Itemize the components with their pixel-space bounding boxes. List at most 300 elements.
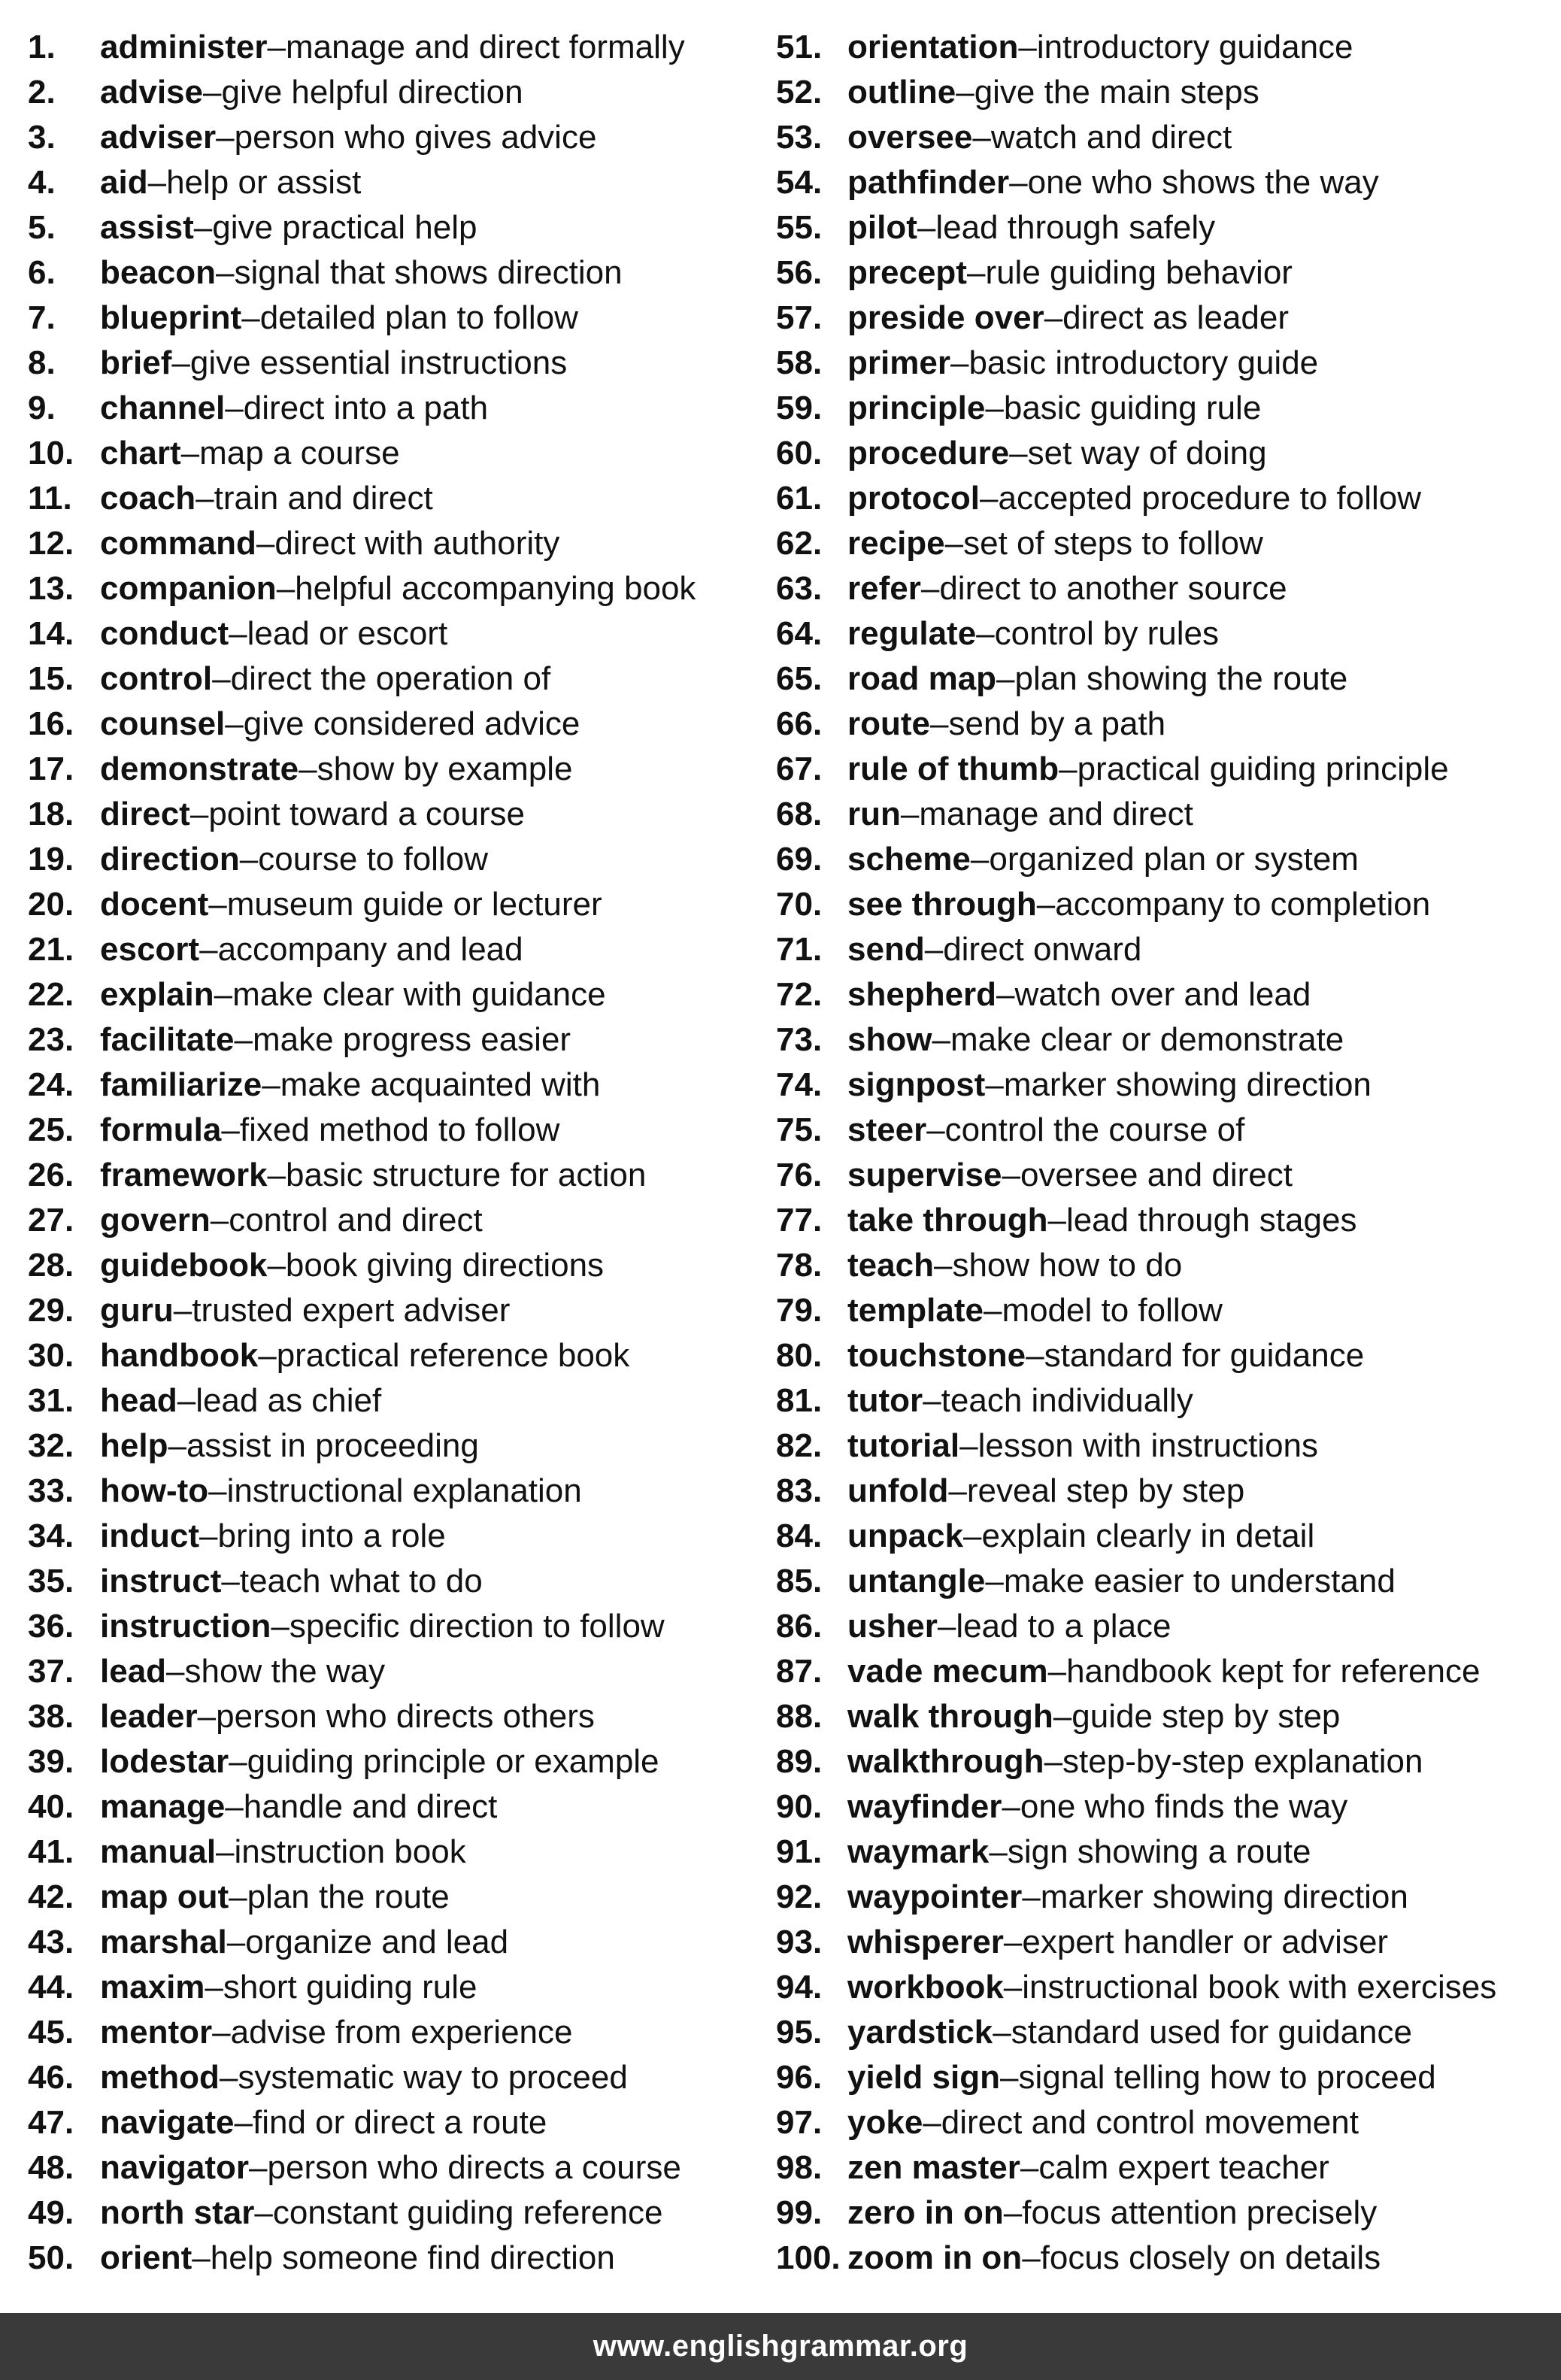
list-item <box>776 2145 1558 2191</box>
item-definition: helpful accompanying book <box>295 570 696 607</box>
item-definition: accepted procedure to follow <box>998 480 1422 517</box>
item-term: navigator <box>100 2149 250 2186</box>
item-separator: – <box>214 976 233 1013</box>
item-number: 98. <box>776 2149 823 2186</box>
item-term: yield sign <box>847 2059 1000 2096</box>
item-number: 57. <box>776 299 823 336</box>
item-term: yardstick <box>847 2014 993 2051</box>
item-separator: – <box>173 1292 192 1329</box>
item-definition: organized plan or system <box>989 841 1359 878</box>
footer-bar <box>0 2313 1561 2380</box>
item-separator: – <box>199 1517 218 1554</box>
list-item <box>776 882 1558 927</box>
left-column <box>28 25 772 2281</box>
item-definition: model to follow <box>1002 1292 1223 1329</box>
list-item <box>28 1017 772 1063</box>
list-item <box>28 476 772 521</box>
list-item <box>28 250 772 296</box>
item-number: 30. <box>28 1337 74 1374</box>
item-definition: make clear or demonstrate <box>950 1021 1344 1058</box>
item-term: conduct <box>100 615 229 652</box>
item-number: 28. <box>28 1247 74 1284</box>
item-number: 6. <box>28 254 56 291</box>
item-separator: – <box>966 254 986 291</box>
item-term: road map <box>847 660 997 697</box>
list-item <box>776 1243 1558 1288</box>
item-number: 81. <box>776 1382 823 1419</box>
item-separator: – <box>216 119 235 156</box>
item-number: 37. <box>28 1653 74 1690</box>
list-item <box>776 205 1558 250</box>
item-term: principle <box>847 390 986 426</box>
item-number: 95. <box>776 2014 823 2051</box>
item-separator: – <box>208 1472 227 1509</box>
item-number: 93. <box>776 1924 823 1960</box>
list-item <box>776 521 1558 566</box>
item-definition: manage and direct formally <box>286 29 685 65</box>
item-definition: advise from experience <box>230 2014 573 2051</box>
item-definition: practical guiding principle <box>1077 750 1449 787</box>
item-definition: constant guiding reference <box>272 2194 663 2231</box>
item-term: tutor <box>847 1382 923 1419</box>
item-term: help <box>100 1427 168 1464</box>
item-number: 58. <box>776 344 823 381</box>
item-definition: marker showing direction <box>1003 1066 1372 1103</box>
item-separator: – <box>999 2059 1019 2096</box>
list-item <box>28 160 772 205</box>
item-number: 47. <box>28 2104 74 2141</box>
list-item <box>776 566 1558 611</box>
item-definition: control by rules <box>994 615 1220 652</box>
item-number: 85. <box>776 1563 823 1599</box>
list-item <box>28 1784 772 1830</box>
item-term: navigate <box>100 2104 235 2141</box>
list-item <box>776 2100 1558 2145</box>
item-term: instruct <box>100 1563 222 1599</box>
list-item <box>776 1559 1558 1604</box>
item-number: 72. <box>776 976 823 1013</box>
item-separator: – <box>996 976 1015 1013</box>
list-item <box>776 1017 1558 1063</box>
item-definition: person who gives advice <box>234 119 597 156</box>
list-item <box>776 1198 1558 1243</box>
item-separator: – <box>1047 1653 1067 1690</box>
item-term: zen master <box>847 2149 1020 2186</box>
item-separator: – <box>950 344 969 381</box>
item-number: 15. <box>28 660 74 697</box>
item-number: 59. <box>776 390 823 426</box>
item-term: handbook <box>100 1337 259 1374</box>
list-item <box>776 1649 1558 1694</box>
item-separator: – <box>1002 1157 1020 1193</box>
list-item <box>776 476 1558 521</box>
list-item <box>776 656 1558 702</box>
item-term: refer <box>847 570 921 607</box>
item-definition: direct into a path <box>243 390 489 426</box>
item-term: maxim <box>100 1969 205 2006</box>
list-item <box>28 1965 772 2010</box>
item-definition: basic introductory guide <box>968 344 1319 381</box>
item-number: 99. <box>776 2194 823 2231</box>
item-number: 64. <box>776 615 823 652</box>
item-number: 97. <box>776 2104 823 2141</box>
item-definition: watch and direct <box>990 119 1232 156</box>
item-term: pilot <box>847 209 917 246</box>
item-number: 74. <box>776 1066 823 1103</box>
item-definition: make acquainted with <box>280 1066 601 1103</box>
item-term: orient <box>100 2239 192 2276</box>
item-term: manual <box>100 1833 217 1870</box>
list-item <box>28 1198 772 1243</box>
item-term: see through <box>847 886 1037 923</box>
item-term: yoke <box>847 2104 923 2141</box>
list-item <box>28 1288 772 1333</box>
item-number: 94. <box>776 1969 823 2006</box>
item-separator: – <box>1002 1788 1020 1825</box>
item-definition: assist in proceeding <box>186 1427 479 1464</box>
item-separator: – <box>254 2194 273 2231</box>
item-term: waypointer <box>847 1878 1023 1915</box>
item-number: 22. <box>28 976 74 1013</box>
item-separator: – <box>979 480 999 517</box>
item-separator: – <box>199 931 218 968</box>
item-definition: make easier to understand <box>1003 1563 1396 1599</box>
list-item <box>28 792 772 837</box>
list-item <box>28 656 772 702</box>
item-number: 90. <box>776 1788 823 1825</box>
item-number: 82. <box>776 1427 823 1464</box>
item-separator: – <box>1003 1924 1023 1960</box>
item-number: 52. <box>776 74 823 111</box>
item-term: protocol <box>847 480 980 517</box>
item-separator: – <box>221 1563 240 1599</box>
item-number: 17. <box>28 750 74 787</box>
item-definition: course to follow <box>258 841 488 878</box>
item-number: 21. <box>28 931 74 968</box>
item-term: guru <box>100 1292 174 1329</box>
list-item <box>776 1694 1558 1739</box>
item-definition: help or assist <box>166 164 362 201</box>
item-number: 41. <box>28 1833 74 1870</box>
item-number: 36. <box>28 1608 74 1645</box>
list-item <box>776 1514 1558 1559</box>
item-definition: calm expert teacher <box>1038 2149 1329 2186</box>
item-separator: – <box>210 1202 229 1239</box>
item-separator: – <box>196 480 214 517</box>
item-separator: – <box>1009 435 1028 471</box>
item-definition: sign showing a route <box>1007 1833 1311 1870</box>
item-term: marshal <box>100 1924 227 1960</box>
item-definition: make clear with guidance <box>232 976 606 1013</box>
item-number: 53. <box>776 119 823 156</box>
item-number: 67. <box>776 750 823 787</box>
item-definition: marker showing direction <box>1040 1878 1408 1915</box>
item-definition: person who directs others <box>216 1698 595 1735</box>
item-definition: explain clearly in detail <box>981 1517 1315 1554</box>
item-term: brief <box>100 344 172 381</box>
list-item <box>776 1378 1558 1423</box>
item-number: 87. <box>776 1653 823 1690</box>
item-term: head <box>100 1382 177 1419</box>
list-item <box>28 431 772 476</box>
list-item <box>28 1243 772 1288</box>
item-separator: – <box>1018 29 1037 65</box>
list-item <box>28 1153 772 1198</box>
item-term: coach <box>100 480 196 517</box>
list-item <box>28 1604 772 1649</box>
item-separator: – <box>1003 2194 1023 2231</box>
item-definition: plan the route <box>247 1878 450 1915</box>
item-number: 69. <box>776 841 823 878</box>
item-term: escort <box>100 931 200 968</box>
item-definition: lesson with instructions <box>978 1427 1319 1464</box>
item-number: 65. <box>776 660 823 697</box>
list-item <box>28 882 772 927</box>
list-item <box>776 296 1558 341</box>
list-item <box>776 1830 1558 1875</box>
list-item <box>776 1333 1558 1378</box>
item-definition: standard for guidance <box>1044 1337 1365 1374</box>
item-separator: – <box>933 1247 953 1284</box>
item-term: preside over <box>847 299 1044 336</box>
item-separator: – <box>944 525 964 562</box>
item-number: 68. <box>776 796 823 832</box>
item-separator: – <box>996 660 1015 697</box>
item-definition: teach individually <box>941 1382 1193 1419</box>
item-number: 100. <box>776 2239 841 2276</box>
item-separator: – <box>959 1427 978 1464</box>
item-separator: – <box>926 1111 945 1148</box>
list-item <box>28 837 772 882</box>
item-number: 8. <box>28 344 56 381</box>
item-definition: teach what to do <box>239 1563 483 1599</box>
item-definition: introductory guidance <box>1036 29 1353 65</box>
item-term: outline <box>847 74 956 111</box>
item-term: instruction <box>100 1608 271 1645</box>
item-definition: oversee and direct <box>1020 1157 1293 1193</box>
list-item <box>776 792 1558 837</box>
item-number: 20. <box>28 886 74 923</box>
item-term: workbook <box>847 1969 1004 2006</box>
item-term: zero in on <box>847 2194 1004 2231</box>
item-separator: – <box>239 841 259 878</box>
item-definition: accompany and lead <box>217 931 523 968</box>
item-term: induct <box>100 1517 199 1554</box>
item-definition: show the way <box>184 1653 386 1690</box>
item-separator: – <box>276 570 296 607</box>
item-term: waymark <box>847 1833 990 1870</box>
item-number: 84. <box>776 1517 823 1554</box>
item-term: signpost <box>847 1066 986 1103</box>
item-separator: – <box>1022 1878 1041 1915</box>
item-definition: lead through safely <box>935 209 1216 246</box>
item-definition: instructional book with exercises <box>1022 1969 1497 2006</box>
item-term: teach <box>847 1247 934 1284</box>
item-definition: show by example <box>317 750 573 787</box>
item-term: show <box>847 1021 932 1058</box>
item-term: advise <box>100 74 203 111</box>
item-definition: one who finds the way <box>1020 1788 1348 1825</box>
item-number: 80. <box>776 1337 823 1374</box>
list-item <box>776 611 1558 656</box>
item-number: 66. <box>776 705 823 742</box>
item-term: rule of thumb <box>847 750 1059 787</box>
item-definition: set way of doing <box>1027 435 1267 471</box>
item-number: 75. <box>776 1111 823 1148</box>
item-definition: control and direct <box>229 1202 483 1239</box>
item-definition: basic guiding rule <box>1003 390 1262 426</box>
item-term: take through <box>847 1202 1048 1239</box>
item-number: 7. <box>28 299 56 336</box>
item-separator: – <box>262 1066 280 1103</box>
item-number: 27. <box>28 1202 74 1239</box>
item-term: shepherd <box>847 976 997 1013</box>
item-definition: focus closely on details <box>1040 2239 1381 2276</box>
item-term: touchstone <box>847 1337 1026 1374</box>
item-number: 34. <box>28 1517 74 1554</box>
list-item <box>776 747 1558 792</box>
item-separator: – <box>177 1382 196 1419</box>
item-separator: – <box>267 1157 286 1193</box>
item-term: facilitate <box>100 1021 235 1058</box>
list-item <box>776 1288 1558 1333</box>
item-number: 10. <box>28 435 74 471</box>
item-separator: – <box>229 1878 247 1915</box>
list-item <box>28 611 772 656</box>
list-item <box>776 341 1558 386</box>
item-separator: – <box>189 796 209 832</box>
item-separator: – <box>226 1924 246 1960</box>
item-separator: – <box>1059 750 1078 787</box>
item-term: formula <box>100 1111 222 1148</box>
item-number: 42. <box>28 1878 74 1915</box>
item-separator: – <box>1026 1337 1044 1374</box>
item-number: 25. <box>28 1111 74 1148</box>
item-number: 79. <box>776 1292 823 1329</box>
item-term: explain <box>100 976 214 1013</box>
item-definition: bring into a role <box>217 1517 446 1554</box>
item-term: framework <box>100 1157 268 1193</box>
item-number: 14. <box>28 615 74 652</box>
item-separator: – <box>923 1382 941 1419</box>
list-item <box>28 1694 772 1739</box>
item-separator: – <box>923 2104 941 2141</box>
item-separator: – <box>171 344 190 381</box>
list-item <box>776 837 1558 882</box>
item-separator: – <box>1022 2239 1041 2276</box>
item-number: 11. <box>28 480 72 517</box>
item-number: 77. <box>776 1202 823 1239</box>
item-term: walkthrough <box>847 1743 1044 1780</box>
item-number: 55. <box>776 209 823 246</box>
list-item <box>776 1469 1558 1514</box>
item-definition: organize and lead <box>245 1924 509 1960</box>
item-definition: direct the operation of <box>230 660 551 697</box>
item-number: 78. <box>776 1247 823 1284</box>
item-separator: – <box>1047 1202 1066 1239</box>
item-separator: – <box>1009 164 1028 201</box>
item-separator: – <box>930 705 949 742</box>
item-separator: – <box>234 1021 253 1058</box>
list-item <box>776 1784 1558 1830</box>
item-number: 31. <box>28 1382 74 1419</box>
list-item <box>28 2100 772 2145</box>
item-definition: basic structure for action <box>286 1157 647 1193</box>
item-term: direction <box>100 841 240 878</box>
footer-website-link[interactable]: www.englishgrammar.org <box>593 2330 968 2363</box>
item-separator: – <box>147 164 167 201</box>
list-item <box>776 1920 1558 1965</box>
list-item <box>28 341 772 386</box>
item-number: 61. <box>776 480 823 517</box>
item-term: untangle <box>847 1563 986 1599</box>
list-item <box>28 2236 772 2281</box>
item-number: 60. <box>776 435 823 471</box>
item-definition: lead to a place <box>956 1608 1172 1645</box>
item-definition: make progress easier <box>253 1021 571 1058</box>
list-item <box>28 1830 772 1875</box>
list-item <box>776 2010 1558 2055</box>
item-separator: – <box>972 119 991 156</box>
item-term: orientation <box>847 29 1019 65</box>
item-number: 73. <box>776 1021 823 1058</box>
item-term: wayfinder <box>847 1788 1002 1825</box>
list-item <box>28 25 772 70</box>
item-term: lodestar <box>100 1743 229 1780</box>
item-term: recipe <box>847 525 945 562</box>
item-definition: systematic way to proceed <box>238 2059 628 2096</box>
item-term: chart <box>100 435 181 471</box>
item-definition: plan showing the route <box>1014 660 1348 697</box>
list-item <box>776 1153 1558 1198</box>
item-term: unpack <box>847 1517 964 1554</box>
item-separator: – <box>192 2239 211 2276</box>
item-separator: – <box>932 1021 950 1058</box>
item-definition: book giving directions <box>285 1247 605 1284</box>
item-definition: one who shows the way <box>1027 164 1379 201</box>
item-term: north star <box>100 2194 255 2231</box>
item-separator: – <box>208 886 227 923</box>
item-term: scheme <box>847 841 971 878</box>
item-definition: handbook kept for reference <box>1066 1653 1481 1690</box>
item-definition: trusted expert adviser <box>192 1292 511 1329</box>
item-number: 49. <box>28 2194 74 2231</box>
list-item <box>28 70 772 115</box>
item-definition: practical reference book <box>276 1337 630 1374</box>
list-item <box>28 1469 772 1514</box>
item-number: 1. <box>28 29 56 65</box>
item-number: 86. <box>776 1608 823 1645</box>
list-item <box>776 927 1558 972</box>
item-term: pathfinder <box>847 164 1010 201</box>
item-separator: – <box>212 2014 231 2051</box>
item-number: 18. <box>28 796 74 832</box>
list-item <box>776 250 1558 296</box>
item-number: 92. <box>776 1878 823 1915</box>
item-definition: focus attention precisely <box>1022 2194 1378 2231</box>
item-separator: – <box>225 1788 244 1825</box>
item-number: 83. <box>776 1472 823 1509</box>
item-term: oversee <box>847 119 973 156</box>
item-separator: – <box>976 615 995 652</box>
item-term: walk through <box>847 1698 1053 1735</box>
item-number: 16. <box>28 705 74 742</box>
list-item <box>776 1739 1558 1784</box>
item-term: demonstrate <box>100 750 299 787</box>
item-term: vade mecum <box>847 1653 1048 1690</box>
item-separator: – <box>299 750 317 787</box>
item-definition: museum guide or lecturer <box>226 886 602 923</box>
